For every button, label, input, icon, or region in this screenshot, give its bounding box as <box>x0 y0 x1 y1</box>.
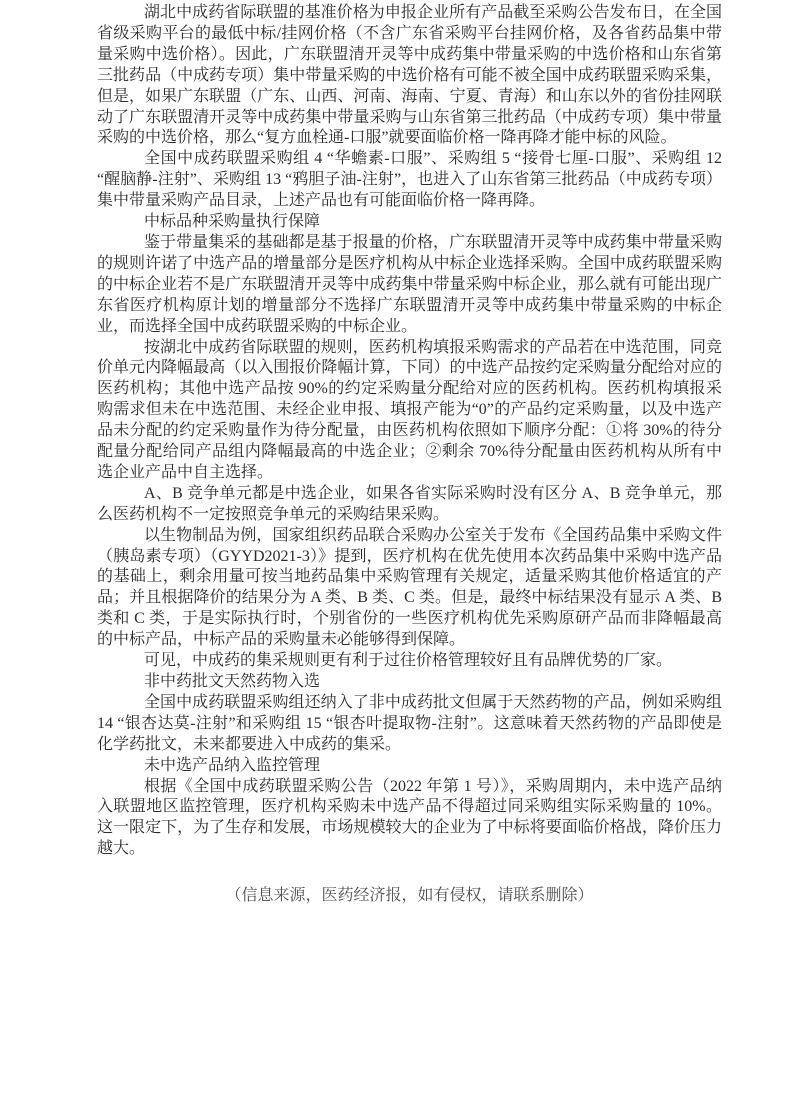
paragraph-hubei-benchmark: 湖北中成药省际联盟的基准价格为申报企业所有产品截至采购公告发布日，在全国省级采购平台的最低中标/挂网价格（不含广东省采购平台挂网价格，及各省药品集中带量采购中选价格）。因此，广东联盟清开灵等中成药集中带量采购的中选价格和山东省第三批药品（中成药专项）集中带量采购的中选价格有可能不被全国中成药联盟采购采集，但是，如果广东联盟（广东、山西、河南、海南、宁夏、青海）和山东以外的省份挂网联动了广东联盟清开灵等中成药集中带量采购与山东省第三批药品（中成药专项）集中带量采购的中选价格，那么“复方血栓通-口服”就要面临价格一降再降才能中标的风险。 <box>97 4 722 147</box>
paragraph-conclusion-brand-advantage: 可见，中成药的集采规则更有利于过往价格管理较好且有品牌优势的厂家。 <box>144 652 673 670</box>
paragraph-shandong-catalog: 全国中成药联盟采购组 4 “华蟾素-口服”、采购组 5 “接骨七厘-口服”、采购组 12 “醒脑静-注射”、采购组 13 “鸦胆子油-注射”，也进入了山东省第三批药品（中成药专项）集中带量采购产品目录，上述产品也有可能面临价格一降再降。 <box>97 150 722 210</box>
heading-natural-drugs-selected: 非中药批文天然药物入选 <box>144 673 321 690</box>
paragraph-biologics-example: 以生物制品为例，国家组织药品联合采购办公室关于发布《全国药品集中采购文件（胰岛素专项）（GYYD2021-3）》提到，医疗机构在优先使用本次药品集中采购中选产品的基础上，剩余用量可按当地药品集中采购管理有关规定，适量采购其他价格适宜的产品；并且根据降价的结果分为 A 类、B 类、C 类。但是，最终中标结果没有显示 A 类、B 类和 C 类，于是实际执行时，个别省份的一些医疗机构优先采购原研产品而非降幅最高的中标产品，中标产品的采购量未必能够得到保障。 <box>97 526 722 649</box>
paragraph-hubei-allocation-rules: 按湖北中成药省际联盟的规则，医药机构填报采购需求的产品若在中选范围，同竞价单元内降幅最高（以入围报价降幅计算，下同）的中选产品按约定采购量分配给对应的医药机构；其他中选产品按 90%的约定采购量分配给对应的医药机构。医药机构填报采购需求但未在中选范围、未经企业申报、填报产能为“0”的产品约定采购量，以及中选产品未分配的约定采购量作为待分配量，由医药机构依照如下顺序分配：①将 30%的待分配量分配给同产品组内降幅最高的中选企业；②剩余 70%待分配量由医药机构从所有中选企业产品中自主选择。 <box>97 338 722 481</box>
heading-unselected-monitoring: 未中选产品纳入监控管理 <box>144 756 321 774</box>
paragraph-increment-rules: 鉴于带量集采的基础都是基于报量的价格，广东联盟清开灵等中成药集中带量采购的规则许诺了中选产品的增量部分是医疗机构从中标企业选择采购。全国中成药联盟采购的中标企业若不是广东联盟清开灵等中成药集中带量采购中标企业，那么就有可能出现广东省医疗机构原计划的增量部分不选择广东联盟清开灵等中成药集中带量采购的中标企业，而选择全国中成药联盟采购的中标企业。 <box>97 233 722 335</box>
paragraph-natural-drugs: 全国中成药联盟采购组还纳入了非中成药批文但属于天然药物的产品，例如采购组 14 “银杏达莫-注射”和采购组 15 “银杏叶提取物-注射”。这意味着天然药物的产品即使是化学药批文，未来都要进入中成药的集采。 <box>97 693 722 753</box>
heading-procurement-volume-guarantee: 中标品种采购量执行保障 <box>144 213 321 231</box>
paragraph-ab-competition-units: A、B 竞争单元都是中选企业，如果各省实际采购时没有区分 A、B 竞争单元，那么医药机构不一定按照竞争单元的采购结果采购。 <box>97 484 722 523</box>
source-note: （信息来源，医药经济报，如有侵权，请联系删除） <box>225 887 594 905</box>
paragraph-unselected-monitoring: 根据《全国中成药联盟采购公告（2022 年第 1 号）》，采购周期内，未中选产品纳入联盟地区监控管理，医疗机构采购未中选产品不得超过同采购组实际采购量的 10%。这一限定下，为了生存和发展，市场规模较大的企业为了中标将要面临价格战，降价压力越大。 <box>97 777 722 858</box>
body-text-column <box>97 0 722 907</box>
